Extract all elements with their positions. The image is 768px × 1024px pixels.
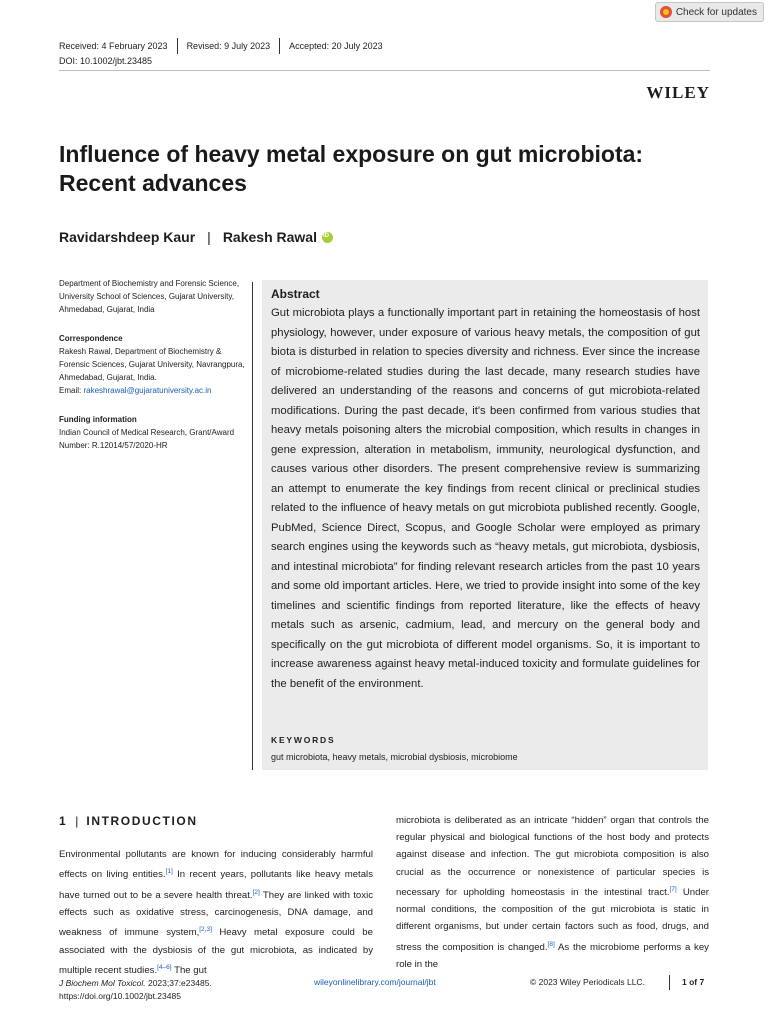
paragraph-text: microbiota is deliberated as an intricate “hidden” organ that controls the regular physical and biological functions of the host body and protects against disease and infection. The gut microbiota composition is also crucial as the occurrence or nonexistence of particular species is necessary for upholding homeostasis in the intestinal tract. <box>396 815 709 898</box>
check-for-updates-label: Check for updates <box>675 6 757 18</box>
revised-date: Revised: 9 July 2023 <box>186 41 271 51</box>
email-link[interactable]: rakeshrawal@gujaratuniversity.ac.in <box>83 386 212 395</box>
body-column-left <box>59 846 373 979</box>
author-separator: | <box>207 229 211 245</box>
correspondence-block <box>59 332 249 397</box>
abstract-divider <box>252 282 253 770</box>
check-for-updates-button[interactable] <box>655 2 764 22</box>
paragraph-text: Heavy metal exposure could be associated with the dysbiosis of the gut microbiota, as indicated by multiple recent studies. <box>59 927 373 976</box>
received-date: Received: 4 February 2023 <box>59 41 168 51</box>
section-separator: | <box>75 814 79 828</box>
paragraph-text: As the microbiome performs a key role in the <box>396 941 709 970</box>
correspondence-heading: Correspondence <box>59 334 123 343</box>
footer-copyright: © 2023 Wiley Periodicals LLC. <box>530 977 645 987</box>
citation-link[interactable]: [8] <box>547 940 555 948</box>
page-number: 1 of 7 <box>682 977 705 987</box>
journal-name: J Biochem Mol Toxicol. <box>59 978 146 988</box>
abstract-text: Gut microbiota plays a functionally important part in retaining the homeostasis of host physiology, however, under exposure of various heavy metals, the composition of gut biota is disturbed in relation to species diversity and richness. Ever since the increase of microbiome-related studies during the last decade, many research studies have delivered an understanding of the reasons and concerns of gut microbiota-related modifications. During the past decade, it's been confirmed from various studies that heavy metals poisoning alters the microbial composition, which results in changes in gene expression, alteration in metabolism, immunity, neurological dysfunction, and causes various other disorders. The present comprehensive review is summarizing an attempt to enumerate the key findings from recent clinical or preclinical studies related to the influence of heavy metals on gut microbiota published recently. Google, PubMed, Science Direct, Scopus, and Google Scholar were employed as primary search engines using the keywords such as “heavy metals, gut microbiota, dysbiosis, and intestinal microbiota” for finding relevant research articles from the past 10 years and some old important articles. Here, we tried to provide insight into some of the key timelines and scientific findings from reported literature, like the effects of heavy metals such as arsenic, cadmium, lead, and mercury on the general body and specifically on the gut microbiota of different model organisms. So, it is important to increase awareness against heavy metal-induced toxicity and formulate guidelines for the benefit of the environment. <box>271 307 700 690</box>
citation-link[interactable]: [1] <box>165 868 173 876</box>
paragraph-text: They are linked with toxic effects such as oxidative stress, carcinogenesis, DNA damage, and weakness of immune system, <box>59 889 373 939</box>
doi: DOI: 10.1002/jbt.23485 <box>59 56 153 66</box>
correspondence-text: Rakesh Rawal, Department of Biochemistry & Forensic Sciences, Gujarat University, Navrangpura, Ahmedabad, Gujarat, India. <box>59 347 245 382</box>
footer-citation <box>59 977 212 1003</box>
footer-site-link[interactable]: wileyonlinelibrary.com/journal/jbt <box>314 977 436 987</box>
affiliation: Department of Biochemistry and Forensic Science, University School of Sciences, Gujarat University, Ahmedabad, Gujarat, India <box>59 279 240 314</box>
article-dates <box>59 38 383 54</box>
funding-text: Indian Council of Medical Research, Grant/Award Number: R.12014/57/2020-HR <box>59 428 235 450</box>
section-heading <box>59 814 198 828</box>
citation-link[interactable]: [4–6] <box>157 963 172 971</box>
funding-heading: Funding information <box>59 415 137 424</box>
author-name: Rakesh Rawal <box>222 229 317 245</box>
header-rule <box>59 70 710 71</box>
author-name: Ravidarshdeep Kaur <box>59 229 196 245</box>
paragraph-text: The gut <box>171 964 207 976</box>
author-list <box>59 229 333 245</box>
section-number: 1 <box>59 814 68 828</box>
footer-divider <box>669 975 670 990</box>
keywords-heading: KEYWORDS <box>271 735 336 745</box>
email-label: Email: <box>59 386 84 395</box>
citation-link[interactable]: [7] <box>669 885 677 893</box>
date-divider <box>177 38 178 54</box>
paragraph-text: Environmental pollutants are known for inducing considerably harmful effects on living entities. <box>59 849 373 881</box>
paragraph-text: In recent years, pollutants like heavy metals have turned out to be a severe health threat. <box>59 869 373 901</box>
abstract-heading: Abstract <box>271 287 320 301</box>
citation-info: 2023;37:e23485. <box>145 978 212 988</box>
section-title: INTRODUCTION <box>86 814 198 828</box>
accepted-date: Accepted: 20 July 2023 <box>289 41 383 51</box>
orcid-icon[interactable] <box>322 232 333 243</box>
publisher-logo: WILEY <box>646 83 710 102</box>
paragraph-text: Under normal conditions, the composition of the gut microbiota is static in different organisms, but under certain factors such as food, drugs, and stress the composition is changed. <box>396 887 710 953</box>
body-column-right <box>396 812 709 973</box>
footer-doi-url[interactable]: https://doi.org/10.1002/jbt.23485 <box>59 991 181 1001</box>
article-title: Influence of heavy metal exposure on gut microbiota: Recent advances <box>59 141 644 196</box>
funding-block <box>59 413 249 452</box>
crossmark-icon <box>660 6 672 18</box>
citation-link[interactable]: [2,3] <box>199 926 212 934</box>
date-divider <box>279 38 280 54</box>
citation-link[interactable]: [2] <box>252 888 260 896</box>
correspondence-email <box>59 384 249 397</box>
keywords: gut microbiota, heavy metals, microbial dysbiosis, microbiome <box>271 752 518 762</box>
